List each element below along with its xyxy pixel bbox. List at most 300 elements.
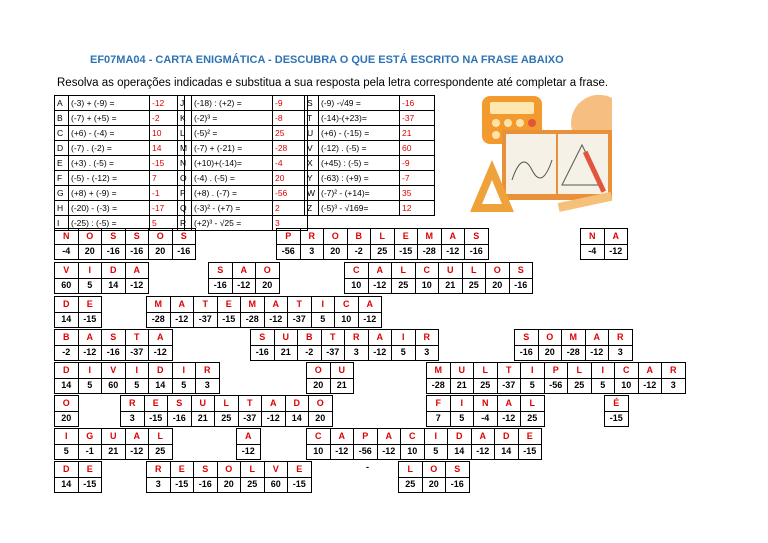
key-expression: (-9) -√49 = bbox=[319, 96, 400, 111]
letter-cell: I bbox=[521, 363, 545, 379]
key-expression: (-63) : (+9) = bbox=[319, 171, 400, 186]
letter-row bbox=[307, 363, 354, 379]
letter-cell: V bbox=[55, 263, 79, 279]
key-expression: (-7) + (+5) = bbox=[69, 111, 150, 126]
number-cell: 14 bbox=[55, 378, 79, 394]
key-letter: P bbox=[178, 186, 192, 201]
number-cell: 20 bbox=[486, 278, 510, 294]
number-row bbox=[147, 312, 382, 328]
letter-cell: O bbox=[78, 229, 102, 245]
key-row bbox=[305, 126, 435, 141]
key-letter: I bbox=[55, 216, 69, 231]
number-cell: -12 bbox=[125, 444, 149, 460]
number-cell: 20 bbox=[538, 345, 562, 361]
number-cell: 5 bbox=[392, 345, 416, 361]
number-cell: 5 bbox=[311, 312, 335, 328]
number-cell: -15 bbox=[394, 244, 418, 260]
letter-cell: A bbox=[604, 229, 628, 245]
key-expression: (+10)+(-14)= bbox=[192, 156, 273, 171]
notebook-icon bbox=[502, 130, 612, 200]
key-expression: (+8) . (-7) = bbox=[192, 186, 273, 201]
number-cell: 10 bbox=[615, 378, 639, 394]
number-cell: -12 bbox=[441, 244, 465, 260]
number-cell: 10 bbox=[307, 444, 331, 460]
number-row bbox=[209, 278, 280, 294]
letter-cell: E bbox=[78, 297, 102, 313]
number-cell: 25 bbox=[215, 411, 239, 427]
number-cell: -12 bbox=[149, 345, 173, 361]
word-table bbox=[236, 428, 261, 460]
letter-cell: D bbox=[55, 297, 79, 313]
key-result: 20 bbox=[273, 171, 308, 186]
separator-dash: - bbox=[366, 462, 369, 472]
number-cell: 20 bbox=[55, 411, 79, 427]
letter-cell: A bbox=[377, 429, 401, 445]
letter-cell: A bbox=[585, 330, 609, 346]
number-cell: 5 bbox=[55, 444, 79, 460]
key-row bbox=[55, 111, 185, 126]
number-cell: -1 bbox=[78, 444, 102, 460]
number-row bbox=[307, 444, 542, 460]
key-row bbox=[305, 111, 435, 126]
letter-cell: P bbox=[277, 229, 301, 245]
letter-cell: I bbox=[172, 363, 196, 379]
key-result: 2 bbox=[273, 201, 308, 216]
number-cell: 25 bbox=[371, 244, 395, 260]
key-expression: (+6) - (-15) = bbox=[319, 126, 400, 141]
letter-cell: P bbox=[544, 363, 568, 379]
number-cell: 21 bbox=[450, 378, 474, 394]
key-letter: Y bbox=[305, 171, 319, 186]
key-result: -56 bbox=[273, 186, 308, 201]
letter-cell: E bbox=[144, 396, 168, 412]
letter-cell: I bbox=[591, 363, 615, 379]
letter-cell: L bbox=[149, 429, 173, 445]
number-cell: 3 bbox=[300, 244, 324, 260]
key-row bbox=[178, 171, 308, 186]
number-row bbox=[147, 477, 312, 493]
number-cell: -4 bbox=[474, 411, 498, 427]
letter-cell: S bbox=[465, 229, 489, 245]
letter-cell: A bbox=[149, 330, 173, 346]
key-letter: W bbox=[305, 186, 319, 201]
number-cell: 10 bbox=[335, 312, 359, 328]
key-letter: D bbox=[55, 141, 69, 156]
number-cell: -16 bbox=[125, 244, 149, 260]
number-cell: 25 bbox=[399, 477, 423, 493]
number-cell: -16 bbox=[509, 278, 533, 294]
letter-cell: R bbox=[196, 363, 220, 379]
key-row bbox=[305, 96, 435, 111]
key-result: -4 bbox=[273, 156, 308, 171]
letter-cell: A bbox=[237, 429, 261, 445]
number-cell: 3 bbox=[196, 378, 220, 394]
letter-cell: G bbox=[78, 429, 102, 445]
letter-cell: A bbox=[471, 429, 495, 445]
number-cell: 25 bbox=[521, 411, 545, 427]
letter-cell: C bbox=[345, 263, 369, 279]
number-cell: 14 bbox=[55, 312, 79, 328]
key-letter: O bbox=[178, 171, 192, 186]
letter-cell: E bbox=[288, 462, 312, 478]
key-result: 3 bbox=[273, 216, 308, 231]
number-cell: 20 bbox=[149, 244, 173, 260]
letter-cell: D bbox=[495, 429, 519, 445]
key-table bbox=[304, 95, 435, 216]
letter-cell: A bbox=[368, 330, 392, 346]
letter-cell: U bbox=[191, 396, 215, 412]
letter-cell: S bbox=[515, 330, 539, 346]
key-row bbox=[55, 141, 185, 156]
letter-cell: B bbox=[55, 330, 79, 346]
number-cell: -37 bbox=[238, 411, 262, 427]
letter-cell: E bbox=[217, 297, 241, 313]
letter-cell: L bbox=[241, 462, 265, 478]
number-cell: -12 bbox=[358, 312, 382, 328]
key-result: 12 bbox=[400, 201, 435, 216]
key-row bbox=[178, 156, 308, 171]
letter-cell: A bbox=[170, 297, 194, 313]
key-result: -2 bbox=[150, 111, 185, 126]
key-letter: N bbox=[178, 156, 192, 171]
key-letter: K bbox=[178, 111, 192, 126]
letter-cell: E bbox=[518, 429, 542, 445]
key-row bbox=[178, 201, 308, 216]
letter-cell: I bbox=[55, 429, 79, 445]
letter-row bbox=[515, 330, 633, 346]
letter-cell: M bbox=[241, 297, 265, 313]
key-expression: (-4) . (-5) = bbox=[192, 171, 273, 186]
letter-cell: A bbox=[358, 297, 382, 313]
letter-row bbox=[345, 263, 533, 279]
number-row bbox=[55, 378, 220, 394]
letter-cell: A bbox=[441, 229, 465, 245]
key-table bbox=[54, 95, 185, 231]
key-letter: F bbox=[55, 171, 69, 186]
number-row bbox=[605, 411, 629, 427]
number-cell: 3 bbox=[662, 378, 686, 394]
word-table bbox=[146, 461, 312, 493]
letter-cell: T bbox=[125, 330, 149, 346]
number-cell: 60 bbox=[102, 378, 126, 394]
word-table bbox=[250, 329, 439, 361]
number-cell: -2 bbox=[347, 244, 371, 260]
letter-cell: C bbox=[415, 263, 439, 279]
key-letter: U bbox=[305, 126, 319, 141]
number-cell: -28 bbox=[418, 244, 442, 260]
letter-row bbox=[307, 429, 542, 445]
word-table bbox=[514, 329, 633, 361]
number-cell: 20 bbox=[307, 378, 331, 394]
key-letter: J bbox=[178, 96, 192, 111]
letter-row bbox=[147, 462, 312, 478]
key-result: -7 bbox=[400, 171, 435, 186]
letter-cell: D bbox=[102, 263, 126, 279]
number-cell: 14 bbox=[102, 278, 126, 294]
number-cell: -16 bbox=[446, 477, 470, 493]
number-cell: -12 bbox=[237, 444, 261, 460]
letter-cell: U bbox=[274, 330, 298, 346]
number-cell: -16 bbox=[172, 244, 196, 260]
number-cell: -15 bbox=[78, 312, 102, 328]
letter-row bbox=[251, 330, 439, 346]
number-cell: 14 bbox=[149, 378, 173, 394]
letter-row bbox=[581, 229, 628, 245]
key-result: 5 bbox=[150, 216, 185, 231]
word-table bbox=[146, 296, 382, 328]
word-table bbox=[54, 428, 173, 460]
number-cell: 5 bbox=[521, 378, 545, 394]
letter-row bbox=[605, 396, 629, 412]
key-row bbox=[305, 171, 435, 186]
letter-cell: L bbox=[392, 263, 416, 279]
key-result: 14 bbox=[150, 141, 185, 156]
key-result: -8 bbox=[273, 111, 308, 126]
number-cell: -12 bbox=[330, 444, 354, 460]
letter-cell: A bbox=[264, 297, 288, 313]
number-cell: 7 bbox=[427, 411, 451, 427]
letter-row bbox=[277, 229, 489, 245]
number-cell: -12 bbox=[638, 378, 662, 394]
number-cell: 5 bbox=[450, 411, 474, 427]
key-letter: M bbox=[178, 141, 192, 156]
number-cell: -12 bbox=[368, 345, 392, 361]
word-table bbox=[54, 461, 102, 493]
number-cell: 21 bbox=[439, 278, 463, 294]
letter-cell: R bbox=[300, 229, 324, 245]
key-row bbox=[55, 126, 185, 141]
number-cell: -37 bbox=[321, 345, 345, 361]
letter-cell: L bbox=[462, 263, 486, 279]
letter-cell: B bbox=[347, 229, 371, 245]
letter-cell: O bbox=[309, 396, 333, 412]
letter-cell: R bbox=[415, 330, 439, 346]
key-expression: (+3) . (-5) = bbox=[69, 156, 150, 171]
key-table bbox=[177, 95, 308, 231]
number-cell: 3 bbox=[147, 477, 171, 493]
key-letter: T bbox=[305, 111, 319, 126]
number-cell: -15 bbox=[605, 411, 629, 427]
key-result: -17 bbox=[150, 201, 185, 216]
letter-cell: O bbox=[324, 229, 348, 245]
number-row bbox=[55, 411, 79, 427]
letter-cell: P bbox=[354, 429, 378, 445]
letter-row bbox=[55, 297, 102, 313]
key-expression: (-7)² - (+14)= bbox=[319, 186, 400, 201]
letter-cell: C bbox=[307, 429, 331, 445]
letter-cell: L bbox=[521, 396, 545, 412]
key-row bbox=[55, 171, 185, 186]
number-row bbox=[345, 278, 533, 294]
key-result: 7 bbox=[150, 171, 185, 186]
letter-row bbox=[121, 396, 333, 412]
number-cell: 20 bbox=[78, 244, 102, 260]
number-cell: -4 bbox=[581, 244, 605, 260]
letter-row bbox=[399, 462, 470, 478]
number-cell: -15 bbox=[78, 477, 102, 493]
key-letter: E bbox=[55, 156, 69, 171]
word-table bbox=[344, 262, 533, 294]
letter-cell: M bbox=[562, 330, 586, 346]
number-row bbox=[55, 278, 149, 294]
key-expression: (+8) + (-9) = bbox=[69, 186, 150, 201]
number-row bbox=[55, 312, 102, 328]
number-cell: 25 bbox=[149, 444, 173, 460]
key-letter: X bbox=[305, 156, 319, 171]
key-expression: (-7) . (-2) = bbox=[69, 141, 150, 156]
letter-cell: N bbox=[581, 229, 605, 245]
key-expression: (+2)³ - √25 = bbox=[192, 216, 273, 231]
key-expression: (-12) . (-5) = bbox=[319, 141, 400, 156]
number-cell: -12 bbox=[170, 312, 194, 328]
number-cell: 5 bbox=[591, 378, 615, 394]
letter-cell: R bbox=[609, 330, 633, 346]
number-cell: 21 bbox=[330, 378, 354, 394]
letter-cell: D bbox=[285, 396, 309, 412]
letter-cell: A bbox=[638, 363, 662, 379]
letter-cell: I bbox=[78, 263, 102, 279]
key-result: 25 bbox=[273, 126, 308, 141]
letter-cell: I bbox=[424, 429, 448, 445]
letter-cell: S bbox=[168, 396, 192, 412]
number-cell: -15 bbox=[288, 477, 312, 493]
number-cell: -16 bbox=[168, 411, 192, 427]
key-row bbox=[305, 201, 435, 216]
key-letter: C bbox=[55, 126, 69, 141]
word-table bbox=[54, 395, 79, 427]
word-table bbox=[54, 228, 196, 260]
key-expression: (-14)-(+23)= bbox=[319, 111, 400, 126]
word-table bbox=[54, 362, 220, 394]
key-letter: S bbox=[305, 96, 319, 111]
letter-cell: E bbox=[394, 229, 418, 245]
letter-cell: C bbox=[401, 429, 425, 445]
word-table bbox=[426, 395, 545, 427]
letter-cell: I bbox=[450, 396, 474, 412]
letter-cell: D bbox=[55, 363, 79, 379]
number-cell: -15 bbox=[217, 312, 241, 328]
number-cell: -12 bbox=[125, 278, 149, 294]
number-cell: -37 bbox=[288, 312, 312, 328]
letter-row bbox=[55, 429, 173, 445]
letter-cell: A bbox=[262, 396, 286, 412]
number-cell: -16 bbox=[102, 345, 126, 361]
key-result: -28 bbox=[273, 141, 308, 156]
number-cell: -16 bbox=[465, 244, 489, 260]
key-result: 60 bbox=[400, 141, 435, 156]
key-row bbox=[55, 186, 185, 201]
letter-cell: A bbox=[78, 330, 102, 346]
number-cell: -16 bbox=[102, 244, 126, 260]
key-letter: A bbox=[55, 96, 69, 111]
number-cell: 3 bbox=[609, 345, 633, 361]
letter-cell: R bbox=[147, 462, 171, 478]
number-cell: -15 bbox=[518, 444, 542, 460]
key-result: -12 bbox=[150, 96, 185, 111]
key-expression: (+45) : (-5) = bbox=[319, 156, 400, 171]
letter-cell: L bbox=[371, 229, 395, 245]
key-letter: L bbox=[178, 126, 192, 141]
letter-cell: O bbox=[217, 462, 241, 478]
letter-cell: I bbox=[125, 363, 149, 379]
key-expression: (-18) : (+2) = bbox=[192, 96, 273, 111]
key-row bbox=[55, 156, 185, 171]
letter-cell: N bbox=[474, 396, 498, 412]
letter-row bbox=[55, 229, 196, 245]
letter-cell: S bbox=[102, 229, 126, 245]
letter-cell: O bbox=[538, 330, 562, 346]
number-cell: 14 bbox=[55, 477, 79, 493]
number-cell: 25 bbox=[462, 278, 486, 294]
number-cell: 20 bbox=[217, 477, 241, 493]
key-result: -15 bbox=[150, 156, 185, 171]
number-cell: 5 bbox=[125, 378, 149, 394]
word-table bbox=[306, 428, 542, 460]
number-cell: -12 bbox=[471, 444, 495, 460]
number-cell: 5 bbox=[172, 378, 196, 394]
letter-cell: U bbox=[102, 429, 126, 445]
key-result: -1 bbox=[150, 186, 185, 201]
key-letter: V bbox=[305, 141, 319, 156]
letter-cell: E bbox=[78, 462, 102, 478]
number-cell: 21 bbox=[191, 411, 215, 427]
letter-cell: S bbox=[172, 229, 196, 245]
number-cell: -12 bbox=[497, 411, 521, 427]
number-cell: 25 bbox=[241, 477, 265, 493]
key-expression: (-3) + (-9) = bbox=[69, 96, 150, 111]
letter-cell: M bbox=[147, 297, 171, 313]
number-cell: -12 bbox=[368, 278, 392, 294]
number-cell: 10 bbox=[401, 444, 425, 460]
letter-cell: I bbox=[311, 297, 335, 313]
number-cell: 25 bbox=[568, 378, 592, 394]
key-row bbox=[178, 111, 308, 126]
number-cell: 21 bbox=[102, 444, 126, 460]
letter-cell: C bbox=[615, 363, 639, 379]
number-cell: 60 bbox=[264, 477, 288, 493]
key-result: -16 bbox=[400, 96, 435, 111]
key-letter: Q bbox=[178, 201, 192, 216]
letter-cell: R bbox=[345, 330, 369, 346]
letter-cell: S bbox=[446, 462, 470, 478]
key-letter: H bbox=[55, 201, 69, 216]
key-expression: (+6) - (-4) = bbox=[69, 126, 150, 141]
word-table bbox=[120, 395, 333, 427]
number-cell: -12 bbox=[377, 444, 401, 460]
number-cell: -2 bbox=[55, 345, 79, 361]
letter-cell: C bbox=[335, 297, 359, 313]
key-row bbox=[305, 141, 435, 156]
letter-cell: S bbox=[102, 330, 126, 346]
key-expression: (-3)² - (+7) = bbox=[192, 201, 273, 216]
number-row bbox=[55, 345, 173, 361]
letter-row bbox=[147, 297, 382, 313]
key-row bbox=[55, 96, 185, 111]
letter-cell: D bbox=[55, 462, 79, 478]
key-result: -9 bbox=[273, 96, 308, 111]
letter-cell: S bbox=[209, 263, 233, 279]
letter-cell: L bbox=[399, 462, 423, 478]
key-letter: R bbox=[178, 216, 192, 231]
key-result: 35 bbox=[400, 186, 435, 201]
letter-row bbox=[55, 462, 102, 478]
letter-row bbox=[55, 396, 79, 412]
number-cell: -12 bbox=[262, 411, 286, 427]
number-row bbox=[427, 411, 545, 427]
number-cell: -28 bbox=[241, 312, 265, 328]
word-table bbox=[208, 262, 280, 294]
word-table bbox=[580, 228, 628, 260]
